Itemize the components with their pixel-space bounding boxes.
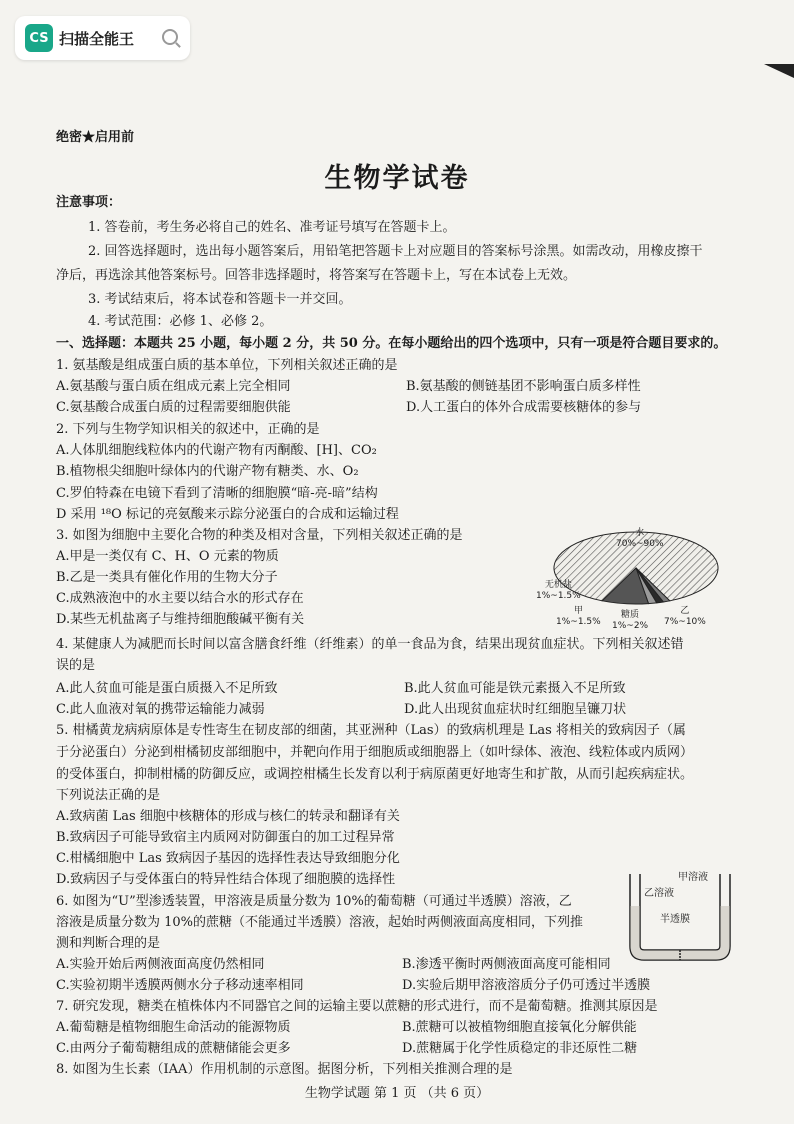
q7-option-d: D.蔗糖属于化学性质稳定的非还原性二糖 — [402, 1041, 638, 1056]
notice-item: 1. 答卷前，考生务必将自己的姓名、准考证号填写在答题卡上。 — [88, 220, 456, 235]
q7-option-b: B.蔗糖可以被植物细胞直接氧化分解供能 — [402, 1020, 637, 1035]
q2-stem: 2. 下列与生物学知识相关的叙述中，正确的是 — [56, 422, 320, 437]
q2-option-d: D 采用 ¹⁸O 标记的亮氨酸来示踪分泌蛋白的合成和运输过程 — [56, 507, 399, 522]
q6-stem: 6. 如图为“U”型渗透装置，甲溶液是质量分数为 10%的葡萄糖（可通过半透膜）溶液，乙 — [56, 894, 572, 909]
q7-stem: 7. 研究发现，糖类在植株体内不同器官之间的运输主要以蔗糖的形式进行，而不是葡萄糖。推测其原因是 — [56, 999, 658, 1014]
page-footer: 生物学试题 第 1 页 （共 6 页） — [304, 1086, 490, 1101]
q2-option-a: A.人体肌细胞线粒体内的代谢产物有丙酮酸、[H]、CO₂ — [56, 443, 377, 458]
q3-stem: 3. 如图为细胞中主要化合物的种类及相对含量，下列相关叙述正确的是 — [56, 528, 463, 543]
q5-option-a: A.致病菌 Las 细胞中核糖体的形成与核仁的转录和翻译有关 — [56, 809, 400, 824]
q7-option-a: A.葡萄糖是植物细胞生命活动的能源物质 — [56, 1020, 291, 1035]
q4-stem-cont: 误的是 — [56, 658, 96, 673]
q3-pie-chart — [536, 524, 736, 634]
pie-label-water: 水 70%~90% — [616, 528, 664, 549]
q4-option-c: C.此人血液对氧的携带运输能力减弱 — [56, 702, 265, 717]
q5-stem-cont: 于分泌蛋白）分泌到柑橘韧皮部细胞中，并靶向作用于细胞质或细胞器上（如叶绿体、液泡、线粒体或内质网） — [56, 745, 694, 760]
q5-option-d: D.致病因子与受体蛋白的特异性结合体现了细胞膜的选择性 — [56, 872, 396, 887]
q6-option-a: A.实验开始后两侧液面高度仍然相同 — [56, 957, 265, 972]
pie-label-sugar: 糖质 1%~2% — [612, 610, 649, 631]
secret-label: 绝密★启用前 — [56, 130, 135, 145]
page-title: 生物学试卷 — [324, 163, 470, 194]
q1-option-d: D.人工蛋白的体外合成需要核糖体的参与 — [406, 400, 642, 415]
q6-stem-cont: 溶液是质量分数为 10%的蔗糖（不能通过半透膜）溶液，起始时两侧液面高度相同，下列推 — [56, 915, 584, 930]
q3-option-b: B.乙是一类具有催化作用的生物大分子 — [56, 570, 278, 585]
q4-stem: 4. 某健康人为减肥而长时间以富含膳食纤维（纤维素）的单一食品为食，结果出现贫血症状。下列相关叙述错 — [56, 637, 684, 652]
app-name: 扫描全能王 — [59, 29, 135, 48]
scanner-app-badge[interactable] — [15, 16, 190, 60]
q2-option-c: C.罗伯特森在电镜下看到了清晰的细胞膜“暗-亮-暗”结构 — [56, 486, 378, 501]
q1-option-b: B.氨基酸的侧链基团不影响蛋白质多样性 — [406, 379, 641, 394]
q8-stem: 8. 如图为生长素（IAA）作用机制的示意图。据图分析，下列相关推测合理的是 — [56, 1062, 513, 1077]
q1-option-a: A.氨基酸与蛋白质在组成元素上完全相同 — [56, 379, 291, 394]
app-logo-icon: CS — [25, 24, 53, 52]
u-label-membrane: 半透膜 — [660, 914, 690, 925]
section-heading: 一、选择题：本题共 25 小题，每小题 2 分，共 50 分。在每小题给出的四个选项中，只有一项是符合题目要求的。 — [56, 336, 727, 351]
q3-option-a: A.甲是一类仅有 C、H、O 元素的物质 — [56, 549, 279, 564]
notice-item: 4. 考试范围：必修 1、必修 2。 — [88, 314, 273, 329]
search-icon[interactable] — [162, 29, 178, 45]
q5-option-c: C.柑橘细胞中 Las 致病因子基因的选择性表达导致细胞分化 — [56, 851, 400, 866]
q2-option-b: B.植物根尖细胞叶绿体内的代谢产物有糖类、水、O₂ — [56, 464, 359, 479]
q4-option-a: A.此人贫血可能是蛋白质摄入不足所致 — [56, 681, 278, 696]
pie-label-salt: 无机盐 1%~1.5% — [536, 580, 581, 601]
u-label-jia: 甲溶液 — [678, 872, 708, 883]
q6-stem-cont: 测和判断合理的是 — [56, 936, 161, 951]
pie-label-yi: 乙 7%~10% — [664, 606, 706, 627]
q5-stem-cont: 的受体蛋白，抑制柑橘的防御反应，或调控柑橘生长发育以利于病原菌更好地寄生和扩散，从而引起疾病症状。 — [56, 767, 694, 782]
notice-item: 净后，再选涂其他答案标号。回答非选择题时，将答案写在答题卡上，写在本试卷上无效。 — [56, 268, 577, 283]
q6-option-d: D.实验后期甲溶液溶质分子仍可透过半透膜 — [402, 978, 651, 993]
page-corner-mark — [764, 64, 794, 78]
q7-option-c: C.由两分子葡萄糖组成的蔗糖储能会更多 — [56, 1041, 291, 1056]
q3-option-c: C.成熟液泡中的水主要以结合水的形式存在 — [56, 591, 304, 606]
q6-option-c: C.实验初期半透膜两侧水分子移动速率相同 — [56, 978, 304, 993]
q6-option-b: B.渗透平衡时两侧液面高度可能相同 — [402, 957, 611, 972]
notice-heading: 注意事项： — [56, 195, 122, 210]
notice-item: 3. 考试结束后，将本试卷和答题卡一并交回。 — [88, 292, 352, 307]
q5-stem: 5. 柑橘黄龙病病原体是专性寄生在韧皮部的细菌，其亚洲种（Las）的致病机理是 Las 将相关的致病因子（属 — [56, 723, 686, 738]
pie-label-jia: 甲 1%~1.5% — [556, 606, 601, 627]
q3-option-d: D.某些无机盐离子与维持细胞酸碱平衡有关 — [56, 612, 305, 627]
q5-stem-cont: 下列说法正确的是 — [56, 788, 161, 803]
q6-u-tube-figure — [620, 866, 740, 966]
q4-option-d: D.此人出现贫血症状时红细胞呈镰刀状 — [404, 702, 627, 717]
u-label-yi: 乙溶液 — [644, 888, 674, 899]
q4-option-b: B.此人贫血可能是铁元素摄入不足所致 — [404, 681, 626, 696]
q1-option-c: C.氨基酸合成蛋白质的过程需要细胞供能 — [56, 400, 291, 415]
notice-item: 2. 回答选择题时，选出每小题答案后，用铅笔把答题卡上对应题目的答案标号涂黑。如需改动，用橡皮擦干 — [88, 244, 703, 259]
q5-option-b: B.致病因子可能导致宿主内质网对防御蛋白的加工过程异常 — [56, 830, 395, 845]
q1-stem: 1. 氨基酸是组成蛋白质的基本单位，下列相关叙述正确的是 — [56, 358, 398, 373]
